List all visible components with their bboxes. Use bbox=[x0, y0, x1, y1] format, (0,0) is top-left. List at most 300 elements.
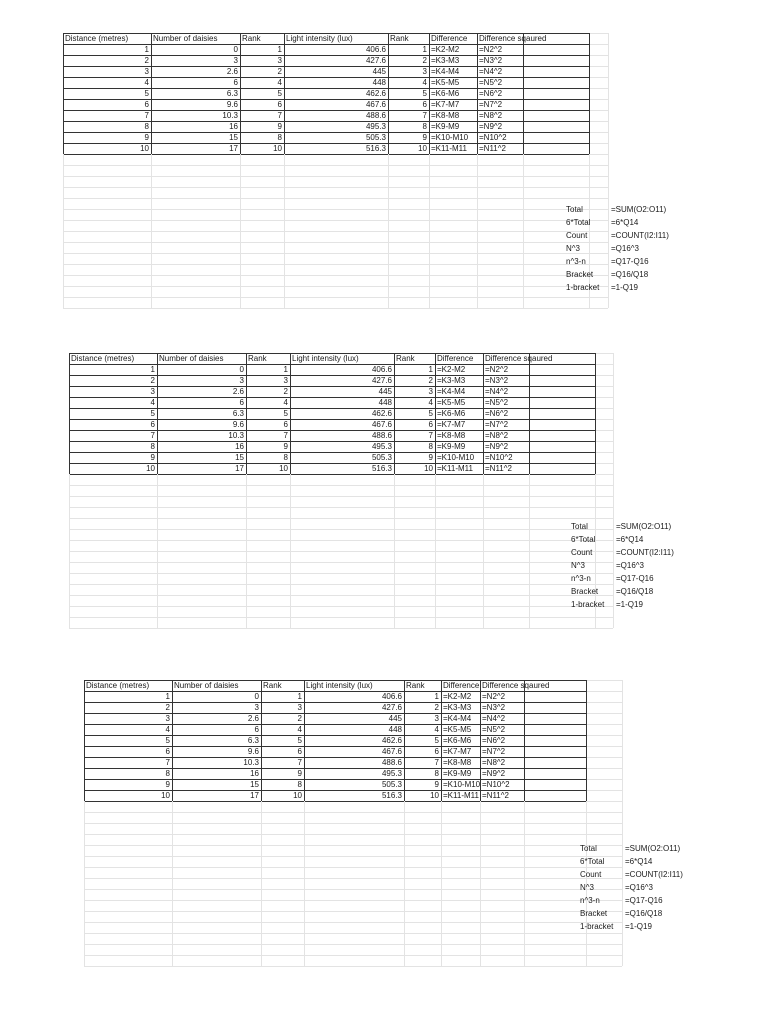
table-border-row bbox=[63, 154, 589, 165]
table-cell: 6 bbox=[239, 398, 244, 407]
table-cell: 10 bbox=[140, 144, 149, 153]
gridline-row bbox=[69, 496, 613, 507]
table-cell: =K4-M4 bbox=[437, 387, 466, 396]
gridline-col bbox=[477, 154, 478, 308]
table-cell: 4 bbox=[434, 725, 439, 734]
gridline-row bbox=[69, 529, 613, 540]
table-cell: 15 bbox=[235, 453, 244, 462]
table-cell: 5 bbox=[165, 736, 170, 745]
table-cell: 462.6 bbox=[365, 89, 386, 98]
table-cell: =N10^2 bbox=[485, 453, 513, 462]
table-cell: =K8-M8 bbox=[437, 431, 466, 440]
summary-label: 1-bracket bbox=[566, 283, 600, 292]
table-cell: =K2-M2 bbox=[443, 692, 472, 701]
table-cell: =K5-M5 bbox=[431, 78, 460, 87]
column-header: Light intensity (lux) bbox=[306, 681, 373, 690]
table-border-col bbox=[586, 680, 587, 801]
gridline-row bbox=[63, 220, 608, 231]
gridline-col bbox=[151, 154, 152, 308]
table-cell: 8 bbox=[434, 769, 439, 778]
gridline-row bbox=[84, 889, 622, 900]
table-cell: 4 bbox=[165, 725, 170, 734]
table-cell: 6 bbox=[434, 747, 439, 756]
table-cell: 495.3 bbox=[365, 122, 386, 131]
table-cell: =N7^2 bbox=[482, 747, 506, 756]
table-cell: =K10-M10 bbox=[443, 780, 480, 789]
table-cell: 3 bbox=[428, 387, 433, 396]
summary-label: Count bbox=[580, 870, 602, 879]
table-cell: 2 bbox=[428, 376, 433, 385]
column-header: Rank bbox=[263, 681, 282, 690]
gridline-row bbox=[63, 264, 608, 275]
table-cell: 9 bbox=[297, 769, 302, 778]
gridline-col bbox=[523, 154, 524, 308]
gridline-col bbox=[480, 801, 481, 966]
table-cell: 8 bbox=[297, 780, 302, 789]
table-cell: 7 bbox=[283, 431, 288, 440]
table-cell: 5 bbox=[144, 89, 149, 98]
table-cell: 448 bbox=[378, 398, 392, 407]
table-cell: 6 bbox=[254, 725, 259, 734]
table-cell: 427.6 bbox=[365, 56, 386, 65]
gridline-row bbox=[69, 540, 613, 551]
table-cell: 5 bbox=[150, 409, 155, 418]
table-cell: 15 bbox=[250, 780, 259, 789]
table-cell: 6 bbox=[144, 100, 149, 109]
gridline-row bbox=[63, 231, 608, 242]
table-cell: =K9-M9 bbox=[431, 122, 460, 131]
summary-label: Total bbox=[580, 844, 597, 853]
column-header: Rank bbox=[390, 34, 409, 43]
table-cell: =K7-M7 bbox=[443, 747, 472, 756]
table-cell: 9 bbox=[165, 780, 170, 789]
table-cell: =N4^2 bbox=[482, 714, 506, 723]
table-cell: 3 bbox=[277, 56, 282, 65]
table-cell: =K6-M6 bbox=[437, 409, 466, 418]
summary-label: Total bbox=[566, 205, 583, 214]
summary-formula: =COUNT(I2:I11) bbox=[616, 548, 674, 557]
summary-label: 6*Total bbox=[580, 857, 605, 866]
table-cell: 8 bbox=[144, 122, 149, 131]
gridline-col bbox=[429, 154, 430, 308]
table-cell: 7 bbox=[165, 758, 170, 767]
table-cell: 10 bbox=[293, 791, 302, 800]
gridline-row bbox=[84, 845, 622, 856]
table-cell: 10 bbox=[279, 464, 288, 473]
table-cell: =K9-M9 bbox=[437, 442, 466, 451]
gridline-row bbox=[84, 834, 622, 845]
gridline-row bbox=[63, 275, 608, 286]
gridline-col bbox=[388, 154, 389, 308]
summary-formula: =COUNT(I2:I11) bbox=[611, 231, 669, 240]
table-cell: =N9^2 bbox=[482, 769, 506, 778]
table-cell: =K4-M4 bbox=[443, 714, 472, 723]
summary-label: Bracket bbox=[566, 270, 594, 279]
column-header: Difference sqaured bbox=[485, 354, 553, 363]
gridline-row bbox=[84, 823, 622, 834]
table-cell: 462.6 bbox=[381, 736, 402, 745]
table-cell: =K6-M6 bbox=[431, 89, 460, 98]
table-cell: 4 bbox=[277, 78, 282, 87]
gridline-row bbox=[84, 933, 622, 944]
summary-formula: =SUM(O2:O11) bbox=[611, 205, 667, 214]
table-cell: 467.6 bbox=[371, 420, 392, 429]
table-cell: =N10^2 bbox=[479, 133, 507, 142]
table-cell: 8 bbox=[150, 442, 155, 451]
table-cell: 5 bbox=[428, 409, 433, 418]
table-cell: 2 bbox=[283, 387, 288, 396]
table-cell: 505.3 bbox=[381, 780, 402, 789]
table-cell: =N7^2 bbox=[479, 100, 503, 109]
table-cell: 1 bbox=[144, 45, 149, 54]
summary-formula: =1-Q19 bbox=[625, 922, 652, 931]
table-cell: 17 bbox=[235, 464, 244, 473]
table-cell: =N7^2 bbox=[485, 420, 509, 429]
table-cell: 406.6 bbox=[381, 692, 402, 701]
table-cell: =N11^2 bbox=[482, 791, 509, 800]
table-cell: 10 bbox=[161, 791, 170, 800]
gridline-row bbox=[84, 900, 622, 911]
gridline-row bbox=[63, 187, 608, 198]
table-cell: =K7-M7 bbox=[431, 100, 460, 109]
table-cell: 1 bbox=[150, 365, 155, 374]
table-cell: 7 bbox=[277, 111, 282, 120]
gridline-row bbox=[84, 966, 622, 977]
table-cell: 9 bbox=[434, 780, 439, 789]
gridline-row bbox=[84, 878, 622, 889]
table-cell: 16 bbox=[229, 122, 238, 131]
summary-formula: =6*Q14 bbox=[616, 535, 644, 544]
gridline-col bbox=[69, 474, 70, 628]
summary-label: Bracket bbox=[580, 909, 608, 918]
gridline-col bbox=[172, 801, 173, 966]
table-cell: 10.3 bbox=[228, 431, 244, 440]
table-cell: =K11-M11 bbox=[437, 464, 473, 473]
table-cell: 8 bbox=[428, 442, 433, 451]
gridline-row bbox=[69, 562, 613, 573]
table-cell: 445 bbox=[378, 387, 392, 396]
table-cell: 10 bbox=[430, 791, 439, 800]
table-cell: 8 bbox=[283, 453, 288, 462]
summary-label: 6*Total bbox=[571, 535, 596, 544]
table-cell: =N8^2 bbox=[482, 758, 506, 767]
table-cell: 7 bbox=[297, 758, 302, 767]
table-border-col bbox=[589, 33, 590, 154]
table-cell: 488.6 bbox=[365, 111, 386, 120]
column-header: Difference sqaured bbox=[482, 681, 550, 690]
gridline-col bbox=[404, 801, 405, 966]
summary-formula: =Q17-Q16 bbox=[611, 257, 649, 266]
table-cell: 9 bbox=[283, 442, 288, 451]
table-cell: 7 bbox=[434, 758, 439, 767]
table-cell: 1 bbox=[428, 365, 433, 374]
column-header: Rank bbox=[406, 681, 425, 690]
table-cell: =N3^2 bbox=[482, 703, 506, 712]
table-cell: 16 bbox=[235, 442, 244, 451]
column-header: Difference sqaured bbox=[479, 34, 547, 43]
summary-label: N^3 bbox=[571, 561, 585, 570]
table-cell: 9.6 bbox=[247, 747, 259, 756]
table-cell: 448 bbox=[372, 78, 386, 87]
table-cell: =K5-M5 bbox=[443, 725, 472, 734]
table-cell: 3 bbox=[254, 703, 259, 712]
table-cell: 4 bbox=[428, 398, 433, 407]
gridline-row bbox=[63, 297, 608, 308]
table-cell: 8 bbox=[277, 133, 282, 142]
table-cell: 2 bbox=[297, 714, 302, 723]
gridline-row bbox=[84, 856, 622, 867]
table-cell: 495.3 bbox=[371, 442, 392, 451]
summary-formula: =Q16/Q18 bbox=[611, 270, 649, 279]
table-cell: 10.3 bbox=[243, 758, 259, 767]
gridline-row bbox=[69, 518, 613, 529]
table-cell: =K7-M7 bbox=[437, 420, 466, 429]
table-cell: 1 bbox=[422, 45, 427, 54]
gridline-row bbox=[84, 944, 622, 955]
summary-label: Count bbox=[566, 231, 588, 240]
table-cell: =K11-M11 bbox=[431, 144, 467, 153]
gridline-row bbox=[69, 617, 613, 628]
column-header: Light intensity (lux) bbox=[292, 354, 359, 363]
table-cell: 4 bbox=[422, 78, 427, 87]
table-cell: =K6-M6 bbox=[443, 736, 472, 745]
column-header: Distance (metres) bbox=[65, 34, 129, 43]
table-cell: 2.6 bbox=[232, 387, 244, 396]
table-cell: 6 bbox=[422, 100, 427, 109]
table-cell: =K3-M3 bbox=[437, 376, 466, 385]
summary-formula: =6*Q14 bbox=[625, 857, 653, 866]
table-cell: 6 bbox=[277, 100, 282, 109]
table-cell: 488.6 bbox=[371, 431, 392, 440]
summary-formula: =Q16^3 bbox=[616, 561, 644, 570]
gridline-row bbox=[63, 165, 608, 176]
table-cell: =N3^2 bbox=[485, 376, 509, 385]
table-cell: 3 bbox=[283, 376, 288, 385]
table-cell: 4 bbox=[297, 725, 302, 734]
table-cell: 6 bbox=[233, 78, 238, 87]
gridline-row bbox=[69, 485, 613, 496]
summary-label: N^3 bbox=[566, 244, 580, 253]
summary-formula: =Q16/Q18 bbox=[625, 909, 663, 918]
table-cell: 5 bbox=[297, 736, 302, 745]
table-cell: =N4^2 bbox=[485, 387, 509, 396]
table-cell: 3 bbox=[239, 376, 244, 385]
gridline-row bbox=[63, 308, 608, 319]
table-cell: 5 bbox=[283, 409, 288, 418]
table-cell: 0 bbox=[233, 45, 238, 54]
summary-formula: =1-Q19 bbox=[611, 283, 638, 292]
gridline-col bbox=[394, 474, 395, 628]
table-cell: 516.3 bbox=[381, 791, 402, 800]
table-cell: 3 bbox=[233, 56, 238, 65]
column-header: Light intensity (lux) bbox=[286, 34, 353, 43]
summary-label: 1-bracket bbox=[580, 922, 614, 931]
summary-label: n^3-n bbox=[580, 896, 600, 905]
table-cell: =N5^2 bbox=[482, 725, 506, 734]
table-cell: =N8^2 bbox=[479, 111, 503, 120]
gridline-row bbox=[69, 507, 613, 518]
table-cell: 488.6 bbox=[381, 758, 402, 767]
gridline-row bbox=[63, 253, 608, 264]
table-cell: 1 bbox=[277, 45, 282, 54]
table-cell: =N9^2 bbox=[485, 442, 509, 451]
summary-formula: =Q17-Q16 bbox=[616, 574, 654, 583]
table-cell: 448 bbox=[388, 725, 402, 734]
table-cell: 10 bbox=[273, 144, 282, 153]
table-cell: =K8-M8 bbox=[443, 758, 472, 767]
table-cell: 3 bbox=[144, 67, 149, 76]
table-cell: 427.6 bbox=[381, 703, 402, 712]
table-cell: 467.6 bbox=[381, 747, 402, 756]
table-cell: 2 bbox=[165, 703, 170, 712]
table-cell: 2.6 bbox=[226, 67, 238, 76]
table-cell: 9 bbox=[144, 133, 149, 142]
table-cell: =K5-M5 bbox=[437, 398, 466, 407]
gridline-row bbox=[63, 209, 608, 220]
table-cell: 406.6 bbox=[365, 45, 386, 54]
table-cell: 445 bbox=[372, 67, 386, 76]
table-border-col bbox=[529, 353, 530, 474]
table-cell: =K3-M3 bbox=[443, 703, 472, 712]
table-cell: 4 bbox=[150, 398, 155, 407]
table-cell: 6 bbox=[150, 420, 155, 429]
table-cell: 406.6 bbox=[371, 365, 392, 374]
gridline-row bbox=[84, 922, 622, 933]
table-cell: 505.3 bbox=[365, 133, 386, 142]
table-cell: 5 bbox=[422, 89, 427, 98]
column-header: Difference bbox=[431, 34, 468, 43]
table-cell: =K2-M2 bbox=[437, 365, 466, 374]
table-cell: 1 bbox=[283, 365, 288, 374]
table-cell: 3 bbox=[297, 703, 302, 712]
column-header: Distance (metres) bbox=[71, 354, 135, 363]
table-cell: =N10^2 bbox=[482, 780, 510, 789]
summary-label: N^3 bbox=[580, 883, 594, 892]
gridline-row bbox=[84, 955, 622, 966]
gridline-row bbox=[69, 628, 613, 639]
table-cell: 8 bbox=[422, 122, 427, 131]
table-cell: 10.3 bbox=[222, 111, 238, 120]
table-cell: 9 bbox=[422, 133, 427, 142]
table-cell: 4 bbox=[144, 78, 149, 87]
summary-formula: =SUM(O2:O11) bbox=[616, 522, 672, 531]
table-cell: =N2^2 bbox=[485, 365, 509, 374]
table-cell: 0 bbox=[239, 365, 244, 374]
table-cell: 3 bbox=[165, 714, 170, 723]
gridline-col bbox=[441, 801, 442, 966]
table-cell: 0 bbox=[254, 692, 259, 701]
gridline-row bbox=[69, 595, 613, 606]
table-cell: =K9-M9 bbox=[443, 769, 472, 778]
table-cell: 9.6 bbox=[226, 100, 238, 109]
column-header: Rank bbox=[242, 34, 261, 43]
table-cell: =N6^2 bbox=[479, 89, 503, 98]
table-border-col bbox=[523, 33, 524, 154]
table-cell: 17 bbox=[229, 144, 238, 153]
summary-formula: =SUM(O2:O11) bbox=[625, 844, 681, 853]
table-cell: 6 bbox=[297, 747, 302, 756]
table-cell: 495.3 bbox=[381, 769, 402, 778]
gridline-row bbox=[63, 242, 608, 253]
table-cell: 2 bbox=[277, 67, 282, 76]
gridline-col bbox=[435, 474, 436, 628]
gridline-row bbox=[84, 812, 622, 823]
summary-formula: =Q16^3 bbox=[611, 244, 639, 253]
table-cell: 17 bbox=[250, 791, 259, 800]
table-cell: =N2^2 bbox=[482, 692, 506, 701]
gridline-row bbox=[63, 198, 608, 209]
table-cell: 6 bbox=[165, 747, 170, 756]
table-cell: 6 bbox=[283, 420, 288, 429]
table-cell: 2 bbox=[150, 376, 155, 385]
table-cell: =N9^2 bbox=[479, 122, 503, 131]
table-cell: 10 bbox=[146, 464, 155, 473]
gridline-col bbox=[240, 154, 241, 308]
table-cell: 16 bbox=[250, 769, 259, 778]
table-cell: =N6^2 bbox=[482, 736, 506, 745]
gridline-col bbox=[529, 474, 530, 628]
table-cell: 5 bbox=[434, 736, 439, 745]
table-cell: 505.3 bbox=[371, 453, 392, 462]
table-cell: 9 bbox=[428, 453, 433, 462]
table-cell: 6 bbox=[428, 420, 433, 429]
table-cell: =K10-M10 bbox=[437, 453, 475, 462]
table-cell: 1 bbox=[165, 692, 170, 701]
gridline-row bbox=[63, 176, 608, 187]
column-header: Number of daisies bbox=[174, 681, 239, 690]
column-header: Rank bbox=[248, 354, 267, 363]
column-header: Rank bbox=[396, 354, 415, 363]
table-cell: =N8^2 bbox=[485, 431, 509, 440]
table-border-col bbox=[524, 680, 525, 801]
table-cell: =N11^2 bbox=[479, 144, 506, 153]
gridline-col bbox=[290, 474, 291, 628]
gridline-col bbox=[84, 801, 85, 966]
gridline-col bbox=[261, 801, 262, 966]
table-cell: 516.3 bbox=[371, 464, 392, 473]
table-cell: =N3^2 bbox=[479, 56, 503, 65]
table-cell: 4 bbox=[283, 398, 288, 407]
table-cell: =K11-M11 bbox=[443, 791, 479, 800]
gridline-col bbox=[524, 801, 525, 966]
summary-label: Total bbox=[571, 522, 588, 531]
gridline-row bbox=[69, 606, 613, 617]
table-cell: =N5^2 bbox=[479, 78, 503, 87]
table-cell: 462.6 bbox=[371, 409, 392, 418]
table-border-row bbox=[69, 474, 595, 485]
table-cell: =N2^2 bbox=[479, 45, 503, 54]
table-cell: =N11^2 bbox=[485, 464, 512, 473]
table-border-col bbox=[595, 353, 596, 474]
table-cell: 15 bbox=[229, 133, 238, 142]
gridline-col bbox=[157, 474, 158, 628]
gridline-row bbox=[69, 573, 613, 584]
table-cell: 6.3 bbox=[247, 736, 259, 745]
table-cell: 10 bbox=[418, 144, 427, 153]
summary-label: Bracket bbox=[571, 587, 599, 596]
table-border-row bbox=[84, 801, 586, 812]
table-cell: =N4^2 bbox=[479, 67, 503, 76]
table-cell: =K2-M2 bbox=[431, 45, 460, 54]
summary-label: 6*Total bbox=[566, 218, 591, 227]
summary-formula: =Q17-Q16 bbox=[625, 896, 663, 905]
summary-label: n^3-n bbox=[571, 574, 591, 583]
gridline-row bbox=[63, 286, 608, 297]
table-cell: =K4-M4 bbox=[431, 67, 460, 76]
table-cell: 7 bbox=[428, 431, 433, 440]
table-cell: 2 bbox=[434, 703, 439, 712]
gridline-row bbox=[84, 867, 622, 878]
